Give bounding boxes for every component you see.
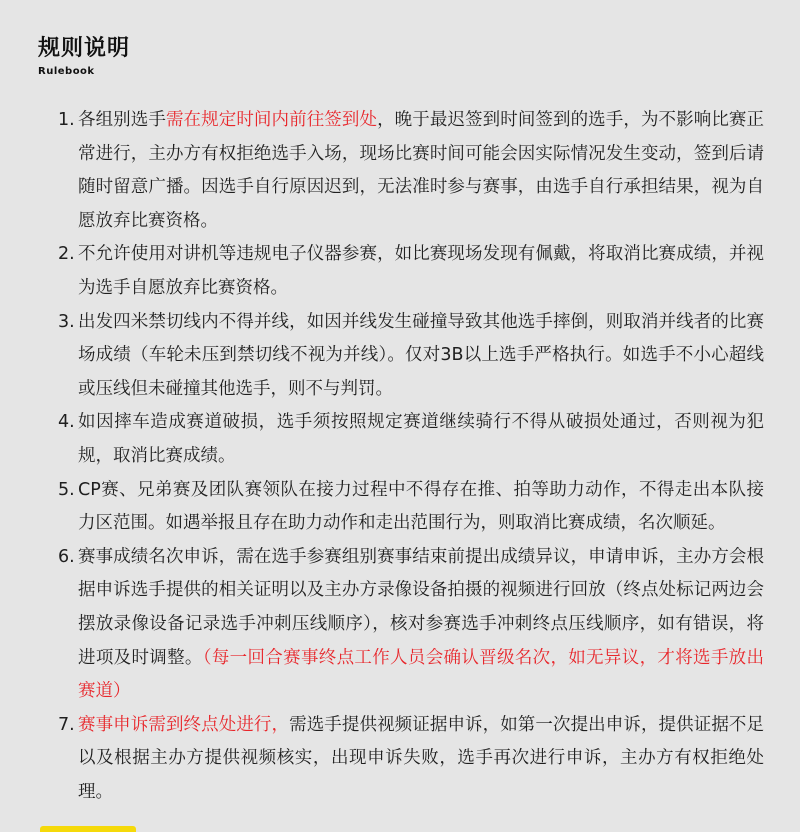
rule-item-2 — [58, 238, 764, 305]
rule-item-7 — [58, 709, 764, 810]
rule-text — [78, 104, 764, 238]
rule-text-part: 需选手提供视频证据申诉，如第一次提出申诉，提供证据不足以及根据主办方提供视频核实，出现申诉失败，选手再次进行申诉，主办方有权拒绝处理。 — [78, 714, 765, 802]
rule-highlight: （每一回合赛事终点工作人员会确认晋级名次，如无异议，才将选手放出赛道） — [78, 647, 765, 702]
rule-text-part: CP赛、兄弟赛及团队赛领队在接力过程中不得存在推、拍等助力动作，不得走出本队接力区范围。如遇举报且存在助力动作和走出范围行为，则取消比赛成绩，名次顺延。 — [78, 479, 764, 534]
rule-number: 3. — [58, 311, 75, 332]
rule-item-6 — [58, 541, 764, 709]
rule-text-part: ，晚于最迟签到时间签到的选手，为不影响比赛正常进行，主办方有权拒绝选手入场，现场比赛时间可能会因实际情况发生变动，签到后请随时留意广播。因选手自行原因迟到，无法准时参与赛事，由选手自行承担结果，视为自愿放弃比赛资格。 — [78, 110, 765, 231]
rule-text — [78, 709, 764, 810]
rule-text — [78, 238, 764, 305]
page-subtitle: Rulebook — [38, 66, 95, 77]
rule-item-5 — [58, 474, 764, 541]
rules-list — [58, 104, 764, 809]
rule-number: 6. — [58, 546, 75, 567]
rule-text-part: 赛事成绩名次申诉，需在选手参赛组别赛事结束前提出成绩异议，申请申诉，主办方会根据申诉选手提供的相关证明以及主办方录像设备拍摄的视频进行回放（终点处标记两边会摆放录像设备记录选手冲刺压线顺序），核对参赛选手冲刺终点压线顺序，如有错误，将进项及时调整。 — [78, 546, 764, 668]
rule-highlight: 赛事申诉需到终点处进行， — [78, 714, 290, 735]
rule-text-part: 各组别选手 — [78, 110, 166, 130]
rule-item-3 — [58, 306, 764, 407]
rule-text-part: 不允许使用对讲机等违规电子仪器参赛，如比赛现场发现有佩戴，将取消比赛成绩，并视为选手自愿放弃比赛资格。 — [78, 244, 764, 298]
rule-text-part: 出发四米禁切线内不得并线，如因并线发生碰撞导致其他选手摔倒，则取消并线者的比赛场成绩（车轮未压到禁切线不视为并线）。仅对3B以上选手严格执行。如选手不小心超线或压线但未碰撞其他选手，则不与判罚。 — [78, 311, 764, 399]
rule-text-part: 如因摔车造成赛道破损，选手须按照规定赛道继续骑行不得从破损处通过，否则视为犯规，取消比赛成绩。 — [78, 412, 764, 466]
rule-number: 7. — [58, 714, 75, 735]
rule-item-4 — [58, 406, 764, 473]
accent-bar — [40, 826, 136, 832]
rule-text — [78, 541, 764, 709]
rule-number: 1. — [58, 110, 75, 130]
rule-text — [78, 474, 764, 541]
rule-highlight: 需在规定时间内前往签到处 — [165, 110, 378, 130]
rule-number: 4. — [58, 412, 75, 433]
page-title: 规则说明 — [38, 36, 131, 61]
rule-text — [78, 306, 764, 407]
rule-item-1 — [58, 104, 764, 238]
rule-number: 2. — [58, 244, 75, 265]
rule-number: 5. — [58, 479, 75, 500]
rule-text — [78, 406, 764, 473]
header — [38, 36, 130, 77]
